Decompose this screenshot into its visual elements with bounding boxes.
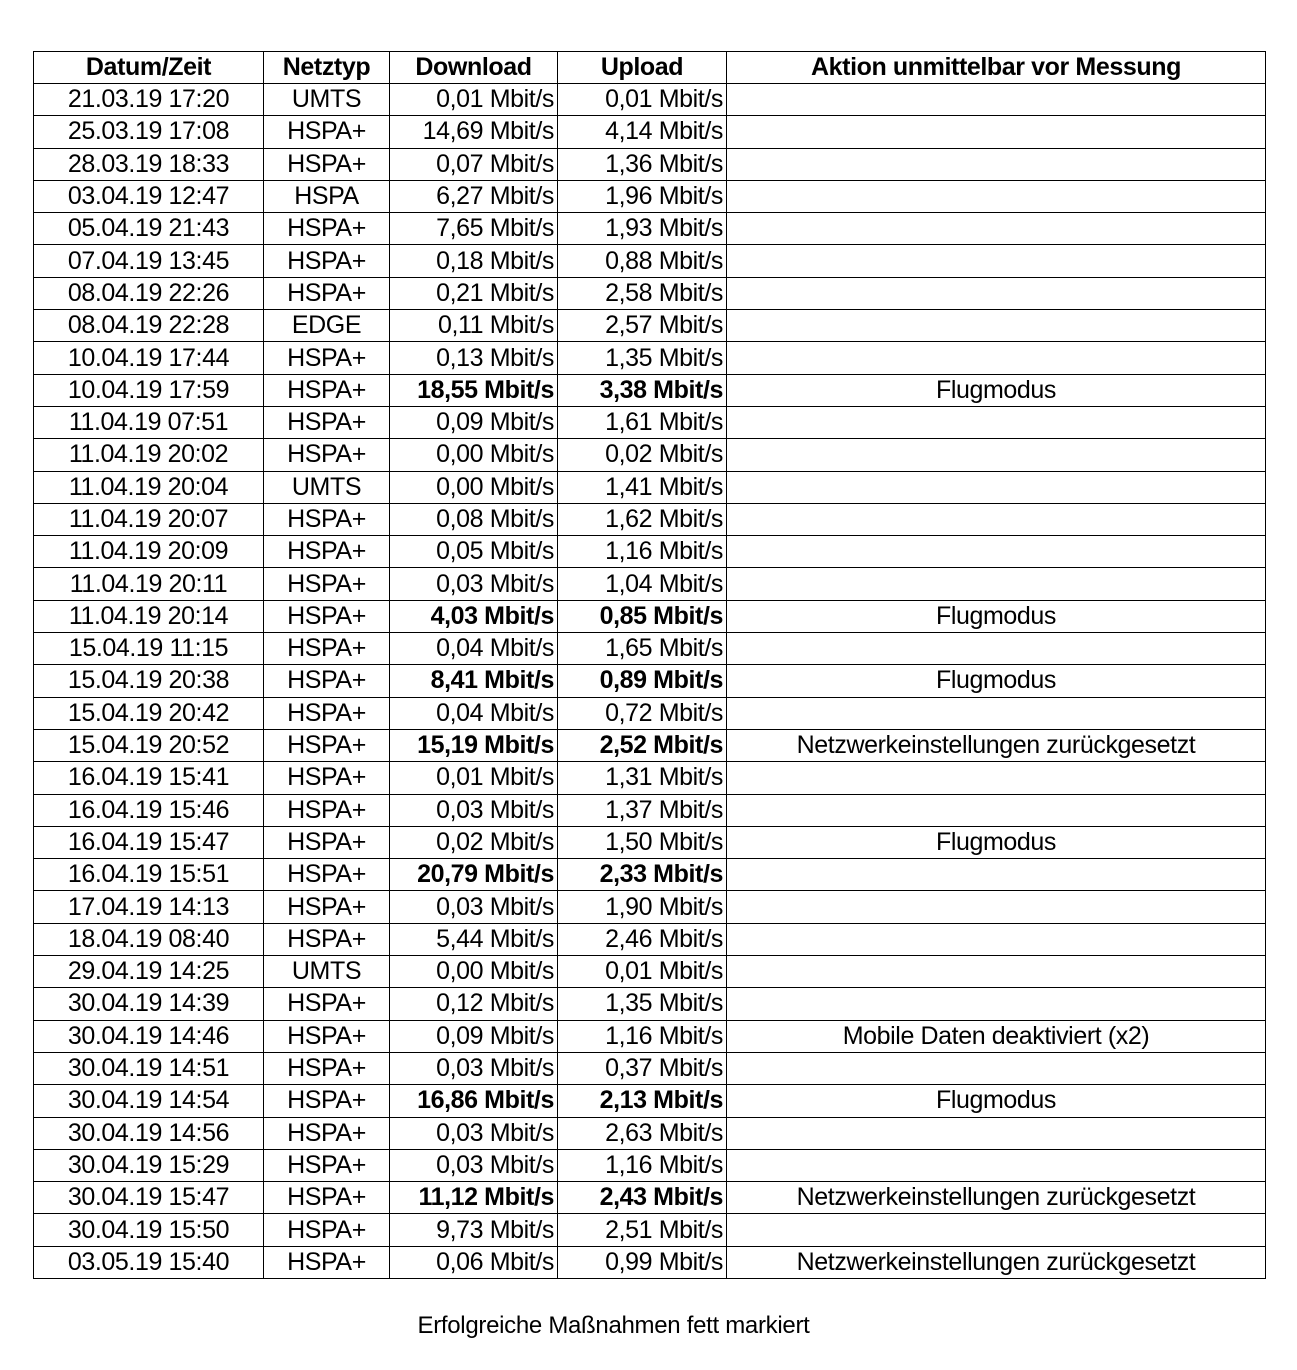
action-cell <box>727 342 1266 374</box>
network-type-cell: HSPA+ <box>264 342 390 374</box>
download-cell: 0,04 Mbit/s <box>390 633 558 665</box>
date-cell: 30.04.19 15:29 <box>34 1149 264 1181</box>
date-cell: 30.04.19 14:51 <box>34 1052 264 1084</box>
action-cell: Netzwerkeinstellungen zurückgesetzt <box>727 729 1266 761</box>
action-cell: Mobile Daten deaktiviert (x2) <box>727 1020 1266 1052</box>
date-cell: 11.04.19 20:14 <box>34 600 264 632</box>
upload-cell: 2,63 Mbit/s <box>558 1117 727 1149</box>
download-cell: 5,44 Mbit/s <box>390 923 558 955</box>
date-cell: 16.04.19 15:46 <box>34 794 264 826</box>
upload-cell: 0,89 Mbit/s <box>558 665 727 697</box>
date-cell: 29.04.19 14:25 <box>34 956 264 988</box>
download-cell: 0,18 Mbit/s <box>390 245 558 277</box>
action-cell <box>727 213 1266 245</box>
network-type-cell: UMTS <box>264 84 390 116</box>
download-cell: 0,01 Mbit/s <box>390 84 558 116</box>
network-type-cell: HSPA+ <box>264 826 390 858</box>
network-type-cell: HSPA+ <box>264 697 390 729</box>
download-cell: 15,19 Mbit/s <box>390 729 558 761</box>
table-row <box>34 406 1266 438</box>
network-type-cell: HSPA+ <box>264 439 390 471</box>
action-cell <box>727 762 1266 794</box>
speed-measurement-table <box>33 51 1266 1279</box>
date-cell: 30.04.19 14:54 <box>34 1085 264 1117</box>
date-cell: 11.04.19 20:02 <box>34 439 264 471</box>
date-cell: 10.04.19 17:59 <box>34 374 264 406</box>
action-cell: Flugmodus <box>727 374 1266 406</box>
download-cell: 0,21 Mbit/s <box>390 277 558 309</box>
date-cell: 15.04.19 20:52 <box>34 729 264 761</box>
network-type-cell: HSPA+ <box>264 277 390 309</box>
download-cell: 16,86 Mbit/s <box>390 1085 558 1117</box>
upload-cell: 1,37 Mbit/s <box>558 794 727 826</box>
upload-cell: 4,14 Mbit/s <box>558 116 727 148</box>
download-cell: 14,69 Mbit/s <box>390 116 558 148</box>
upload-cell: 1,41 Mbit/s <box>558 471 727 503</box>
action-cell <box>727 956 1266 988</box>
action-cell <box>727 1214 1266 1246</box>
download-cell: 0,03 Mbit/s <box>390 1052 558 1084</box>
network-type-cell: HSPA+ <box>264 1020 390 1052</box>
network-type-cell: EDGE <box>264 310 390 342</box>
action-cell: Flugmodus <box>727 665 1266 697</box>
action-cell: Flugmodus <box>727 600 1266 632</box>
download-cell: 18,55 Mbit/s <box>390 374 558 406</box>
table-row <box>34 277 1266 309</box>
network-type-cell: HSPA+ <box>264 568 390 600</box>
table-row <box>34 600 1266 632</box>
network-type-cell: HSPA+ <box>264 116 390 148</box>
upload-cell: 0,02 Mbit/s <box>558 439 727 471</box>
download-cell: 7,65 Mbit/s <box>390 213 558 245</box>
table-row <box>34 697 1266 729</box>
table-row <box>34 342 1266 374</box>
upload-cell: 1,16 Mbit/s <box>558 1020 727 1052</box>
network-type-cell: HSPA+ <box>264 1085 390 1117</box>
download-cell: 0,07 Mbit/s <box>390 148 558 180</box>
download-cell: 0,00 Mbit/s <box>390 471 558 503</box>
download-cell: 0,09 Mbit/s <box>390 406 558 438</box>
action-cell <box>727 633 1266 665</box>
network-type-cell: HSPA+ <box>264 988 390 1020</box>
upload-cell: 1,35 Mbit/s <box>558 988 727 1020</box>
action-cell <box>727 116 1266 148</box>
upload-cell: 1,62 Mbit/s <box>558 503 727 535</box>
upload-cell: 2,46 Mbit/s <box>558 923 727 955</box>
date-cell: 28.03.19 18:33 <box>34 148 264 180</box>
table-row <box>34 1085 1266 1117</box>
table-row <box>34 859 1266 891</box>
table-row <box>34 245 1266 277</box>
action-cell <box>727 245 1266 277</box>
network-type-cell: HSPA+ <box>264 665 390 697</box>
upload-cell: 0,99 Mbit/s <box>558 1246 727 1278</box>
network-type-cell: HSPA+ <box>264 503 390 535</box>
download-cell: 0,03 Mbit/s <box>390 1149 558 1181</box>
download-cell: 9,73 Mbit/s <box>390 1214 558 1246</box>
download-cell: 0,00 Mbit/s <box>390 956 558 988</box>
date-cell: 30.04.19 15:47 <box>34 1182 264 1214</box>
date-cell: 08.04.19 22:26 <box>34 277 264 309</box>
download-cell: 20,79 Mbit/s <box>390 859 558 891</box>
network-type-cell: UMTS <box>264 956 390 988</box>
date-cell: 18.04.19 08:40 <box>34 923 264 955</box>
table-row <box>34 310 1266 342</box>
table-row <box>34 1020 1266 1052</box>
network-type-cell: HSPA+ <box>264 374 390 406</box>
table-row <box>34 633 1266 665</box>
network-type-cell: HSPA+ <box>264 148 390 180</box>
date-cell: 16.04.19 15:41 <box>34 762 264 794</box>
header-network-type: Netztyp <box>264 52 390 84</box>
download-cell: 0,11 Mbit/s <box>390 310 558 342</box>
date-cell: 16.04.19 15:51 <box>34 859 264 891</box>
table-row <box>34 84 1266 116</box>
download-cell: 0,13 Mbit/s <box>390 342 558 374</box>
header-row <box>34 52 1266 84</box>
date-cell: 03.05.19 15:40 <box>34 1246 264 1278</box>
date-cell: 30.04.19 14:46 <box>34 1020 264 1052</box>
network-type-cell: HSPA <box>264 180 390 212</box>
table-row <box>34 1052 1266 1084</box>
table-row <box>34 1149 1266 1181</box>
action-cell <box>727 84 1266 116</box>
upload-cell: 3,38 Mbit/s <box>558 374 727 406</box>
upload-cell: 1,35 Mbit/s <box>558 342 727 374</box>
upload-cell: 2,52 Mbit/s <box>558 729 727 761</box>
date-cell: 17.04.19 14:13 <box>34 891 264 923</box>
upload-cell: 0,01 Mbit/s <box>558 956 727 988</box>
header-date: Datum/Zeit <box>34 52 264 84</box>
download-cell: 0,06 Mbit/s <box>390 1246 558 1278</box>
network-type-cell: HSPA+ <box>264 1117 390 1149</box>
date-cell: 30.04.19 14:56 <box>34 1117 264 1149</box>
date-cell: 15.04.19 20:38 <box>34 665 264 697</box>
download-cell: 6,27 Mbit/s <box>390 180 558 212</box>
network-type-cell: HSPA+ <box>264 1246 390 1278</box>
action-cell <box>727 859 1266 891</box>
download-cell: 0,08 Mbit/s <box>390 503 558 535</box>
action-cell <box>727 277 1266 309</box>
date-cell: 30.04.19 14:39 <box>34 988 264 1020</box>
header-upload: Upload <box>558 52 727 84</box>
download-cell: 11,12 Mbit/s <box>390 1182 558 1214</box>
date-cell: 11.04.19 07:51 <box>34 406 264 438</box>
table-row <box>34 1214 1266 1246</box>
action-cell: Flugmodus <box>727 1085 1266 1117</box>
network-type-cell: HSPA+ <box>264 891 390 923</box>
table-row <box>34 536 1266 568</box>
action-cell <box>727 503 1266 535</box>
network-type-cell: HSPA+ <box>264 1214 390 1246</box>
date-cell: 30.04.19 15:50 <box>34 1214 264 1246</box>
upload-cell: 0,01 Mbit/s <box>558 84 727 116</box>
table-row <box>34 729 1266 761</box>
upload-cell: 0,88 Mbit/s <box>558 245 727 277</box>
download-cell: 0,02 Mbit/s <box>390 826 558 858</box>
table-row <box>34 762 1266 794</box>
table-row <box>34 471 1266 503</box>
date-cell: 25.03.19 17:08 <box>34 116 264 148</box>
upload-cell: 1,90 Mbit/s <box>558 891 727 923</box>
table-row <box>34 988 1266 1020</box>
upload-cell: 1,61 Mbit/s <box>558 406 727 438</box>
table-row <box>34 1117 1266 1149</box>
action-cell <box>727 310 1266 342</box>
date-cell: 07.04.19 13:45 <box>34 245 264 277</box>
date-cell: 08.04.19 22:28 <box>34 310 264 342</box>
download-cell: 0,03 Mbit/s <box>390 891 558 923</box>
date-cell: 11.04.19 20:04 <box>34 471 264 503</box>
date-cell: 11.04.19 20:09 <box>34 536 264 568</box>
network-type-cell: HSPA+ <box>264 406 390 438</box>
network-type-cell: HSPA+ <box>264 794 390 826</box>
upload-cell: 0,85 Mbit/s <box>558 600 727 632</box>
date-cell: 11.04.19 20:11 <box>34 568 264 600</box>
date-cell: 15.04.19 20:42 <box>34 697 264 729</box>
table-body <box>34 84 1266 1279</box>
upload-cell: 2,13 Mbit/s <box>558 1085 727 1117</box>
footnote: Erfolgreiche Maßnahmen fett markiert <box>417 1312 810 1339</box>
table-row <box>34 794 1266 826</box>
download-cell: 0,03 Mbit/s <box>390 1117 558 1149</box>
upload-cell: 2,33 Mbit/s <box>558 859 727 891</box>
date-cell: 21.03.19 17:20 <box>34 84 264 116</box>
table-row <box>34 826 1266 858</box>
network-type-cell: HSPA+ <box>264 729 390 761</box>
network-type-cell: HSPA+ <box>264 600 390 632</box>
action-cell <box>727 794 1266 826</box>
table-row <box>34 213 1266 245</box>
download-cell: 0,09 Mbit/s <box>390 1020 558 1052</box>
action-cell <box>727 988 1266 1020</box>
action-cell <box>727 1149 1266 1181</box>
table-row <box>34 665 1266 697</box>
network-type-cell: HSPA+ <box>264 633 390 665</box>
network-type-cell: HSPA+ <box>264 859 390 891</box>
download-cell: 4,03 Mbit/s <box>390 600 558 632</box>
action-cell <box>727 148 1266 180</box>
action-cell <box>727 406 1266 438</box>
date-cell: 05.04.19 21:43 <box>34 213 264 245</box>
download-cell: 0,03 Mbit/s <box>390 568 558 600</box>
upload-cell: 1,96 Mbit/s <box>558 180 727 212</box>
network-type-cell: HSPA+ <box>264 245 390 277</box>
download-cell: 0,04 Mbit/s <box>390 697 558 729</box>
table-row <box>34 116 1266 148</box>
action-cell: Netzwerkeinstellungen zurückgesetzt <box>727 1182 1266 1214</box>
upload-cell: 1,93 Mbit/s <box>558 213 727 245</box>
action-cell <box>727 180 1266 212</box>
measurement-sheet <box>33 51 1265 1279</box>
table-row <box>34 439 1266 471</box>
upload-cell: 2,58 Mbit/s <box>558 277 727 309</box>
header-action: Aktion unmittelbar vor Messung <box>727 52 1266 84</box>
action-cell: Netzwerkeinstellungen zurückgesetzt <box>727 1246 1266 1278</box>
network-type-cell: HSPA+ <box>264 762 390 794</box>
action-cell <box>727 439 1266 471</box>
action-cell <box>727 891 1266 923</box>
upload-cell: 2,51 Mbit/s <box>558 1214 727 1246</box>
download-cell: 8,41 Mbit/s <box>390 665 558 697</box>
network-type-cell: HSPA+ <box>264 923 390 955</box>
upload-cell: 1,04 Mbit/s <box>558 568 727 600</box>
action-cell <box>727 697 1266 729</box>
upload-cell: 1,50 Mbit/s <box>558 826 727 858</box>
table-row <box>34 1182 1266 1214</box>
table-row <box>34 923 1266 955</box>
network-type-cell: HSPA+ <box>264 1182 390 1214</box>
table-row <box>34 180 1266 212</box>
date-cell: 11.04.19 20:07 <box>34 503 264 535</box>
action-cell <box>727 923 1266 955</box>
upload-cell: 0,37 Mbit/s <box>558 1052 727 1084</box>
upload-cell: 1,16 Mbit/s <box>558 536 727 568</box>
table-row <box>34 1246 1266 1278</box>
upload-cell: 1,16 Mbit/s <box>558 1149 727 1181</box>
upload-cell: 1,65 Mbit/s <box>558 633 727 665</box>
action-cell <box>727 1117 1266 1149</box>
action-cell <box>727 1052 1266 1084</box>
header-download: Download <box>390 52 558 84</box>
download-cell: 0,03 Mbit/s <box>390 794 558 826</box>
date-cell: 10.04.19 17:44 <box>34 342 264 374</box>
table-row <box>34 374 1266 406</box>
upload-cell: 2,57 Mbit/s <box>558 310 727 342</box>
action-cell <box>727 536 1266 568</box>
table-row <box>34 503 1266 535</box>
network-type-cell: HSPA+ <box>264 1149 390 1181</box>
network-type-cell: HSPA+ <box>264 536 390 568</box>
download-cell: 0,01 Mbit/s <box>390 762 558 794</box>
upload-cell: 2,43 Mbit/s <box>558 1182 727 1214</box>
table-row <box>34 956 1266 988</box>
download-cell: 0,05 Mbit/s <box>390 536 558 568</box>
action-cell <box>727 471 1266 503</box>
table-row <box>34 891 1266 923</box>
download-cell: 0,12 Mbit/s <box>390 988 558 1020</box>
date-cell: 16.04.19 15:47 <box>34 826 264 858</box>
table-row <box>34 148 1266 180</box>
upload-cell: 0,72 Mbit/s <box>558 697 727 729</box>
action-cell: Flugmodus <box>727 826 1266 858</box>
date-cell: 15.04.19 11:15 <box>34 633 264 665</box>
network-type-cell: UMTS <box>264 471 390 503</box>
action-cell <box>727 568 1266 600</box>
upload-cell: 1,31 Mbit/s <box>558 762 727 794</box>
network-type-cell: HSPA+ <box>264 1052 390 1084</box>
date-cell: 03.04.19 12:47 <box>34 180 264 212</box>
network-type-cell: HSPA+ <box>264 213 390 245</box>
upload-cell: 1,36 Mbit/s <box>558 148 727 180</box>
download-cell: 0,00 Mbit/s <box>390 439 558 471</box>
table-row <box>34 568 1266 600</box>
